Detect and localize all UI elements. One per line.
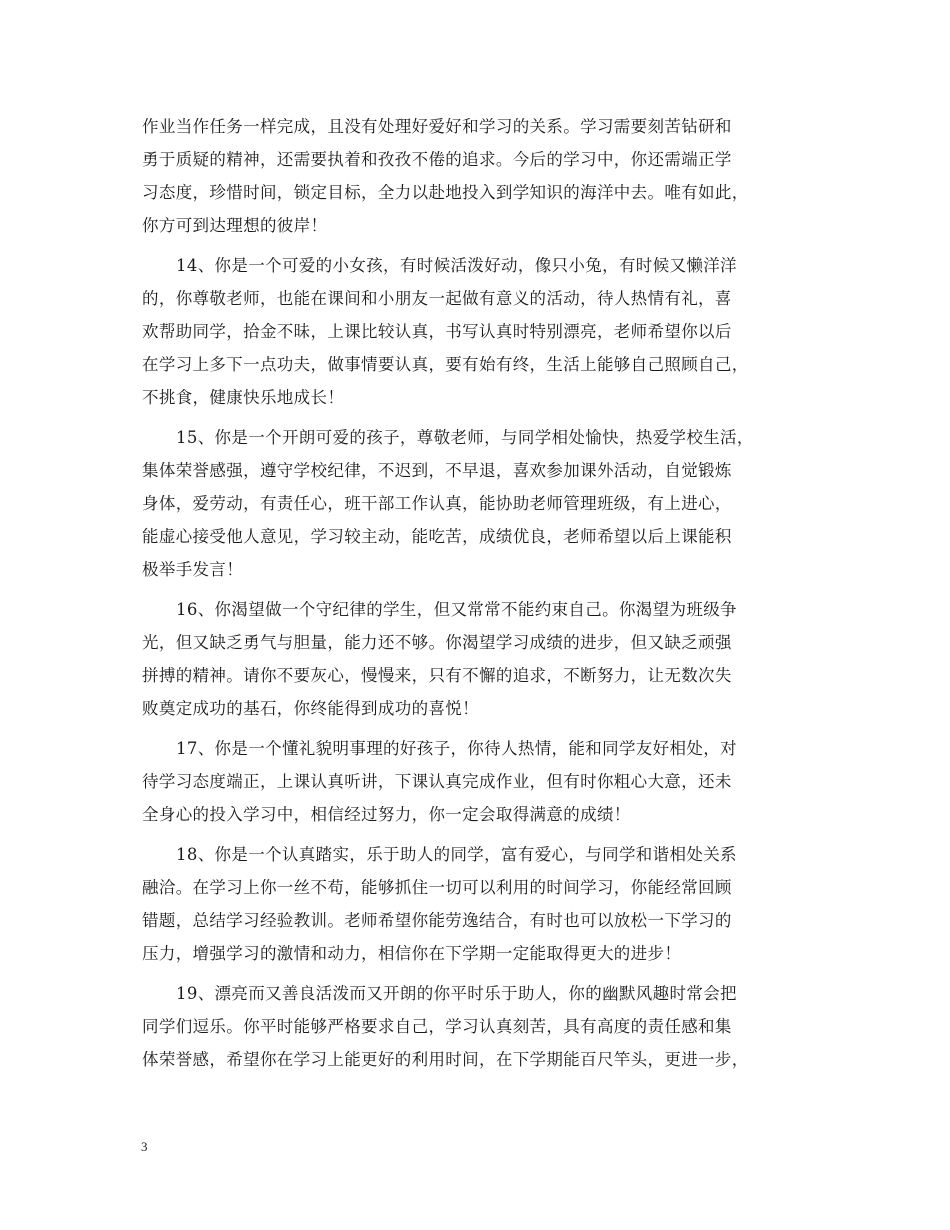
text-line: 拼搏的精神。请你不要灰心，慢慢来，只有不懈的追求，不断努力，让无数次失 xyxy=(142,666,732,685)
text-line: 同学们逗乐。你平时能够严格要求自己，学习认真刻苦，具有高度的责任感和集 xyxy=(142,1017,732,1036)
text-line: 体荣誉感，希望你在学习上能更好的利用时间，在下学期能百尺竿头，更进一步， xyxy=(142,1050,749,1069)
paragraph-17-first-line: 17、你是一个懂礼貌明事理的好孩子，你待人热情，能和同学友好相处，对 xyxy=(176,739,737,758)
text-line: 集体荣誉感强，遵守学校纪律，不迟到，不早退，喜欢参加课外活动，自觉锻炼 xyxy=(142,461,732,480)
text-line: 融洽。在学习上你一丝不苟，能够抓住一切可以利用的时间学习，你能经常回顾 xyxy=(142,878,732,897)
text-line: 勇于质疑的精神，还需要执着和孜孜不倦的追求。今后的学习中，你还需端正学 xyxy=(142,150,732,169)
text-line: 光，但又缺乏勇气与胆量，能力还不够。你渴望学习成绩的进步，但又缺乏顽强 xyxy=(142,633,732,652)
paragraph-18-first-line: 18、你是一个认真踏实，乐于助人的同学，富有爱心，与同学和谐相处关系 xyxy=(176,845,737,864)
paragraph-14-first-line: 14、你是一个可爱的小女孩，有时候活泼好动，像只小兔，有时候又懒洋洋 xyxy=(176,256,737,275)
text-line: 习态度，珍惜时间，锁定目标，全力以赴地投入到学知识的海洋中去。唯有如此， xyxy=(142,183,749,202)
paragraph-15-first-line: 15、你是一个开朗可爱的孩子，尊敬老师，与同学相处愉快，热爱学校生活， xyxy=(176,428,754,447)
paragraph-16-first-line: 16、你渴望做一个守纪律的学生，但又常常不能约束自己。你渴望为班级争 xyxy=(176,600,737,619)
text-line: 你方可到达理想的彼岸！ xyxy=(142,216,328,235)
text-line: 全身心的投入学习中，相信经过努力，你一定会取得满意的成绩！ xyxy=(142,805,631,824)
text-line: 压力，增强学习的激情和动力，相信你在下学期一定能取得更大的进步！ xyxy=(142,944,682,963)
page-number: 3 xyxy=(141,1139,148,1154)
text-line: 身体，爱劳动，有责任心，班干部工作认真，能协助老师管理班级，有上进心， xyxy=(142,494,732,513)
text-line: 作业当作任务一样完成，且没有处理好爱好和学习的关系。学习需要刻苦钻研和 xyxy=(142,117,732,136)
paragraph-19-first-line: 19、漂亮而又善良活泼而又开朗的你平时乐于助人，你的幽默风趣时常会把 xyxy=(176,984,737,1003)
text-line: 在学习上多下一点功夫，做事情要认真，要有始有终，生活上能够自己照顾自己， xyxy=(142,355,749,374)
text-line: 不挑食，健康快乐地成长！ xyxy=(142,388,345,407)
text-line: 待学习态度端正，上课认真听讲，下课认真完成作业，但有时你粗心大意，还未 xyxy=(142,772,732,791)
text-line: 错题，总结学习经验教训。老师希望你能劳逸结合，有时也可以放松一下学习的 xyxy=(142,911,732,930)
text-line: 的，你尊敬老师，也能在课间和小朋友一起做有意义的活动，待人热情有礼，喜 xyxy=(142,289,732,308)
text-line: 能虚心接受他人意见，学习较主动，能吃苦，成绩优良，老师希望以后上课能积 xyxy=(142,527,732,546)
text-line: 败奠定成功的基石，你终能得到成功的喜悦！ xyxy=(142,699,479,718)
text-line: 欢帮助同学，拾金不昧，上课比较认真，书写认真时特别漂亮，老师希望你以后 xyxy=(142,322,732,341)
text-line: 极举手发言！ xyxy=(142,560,244,579)
